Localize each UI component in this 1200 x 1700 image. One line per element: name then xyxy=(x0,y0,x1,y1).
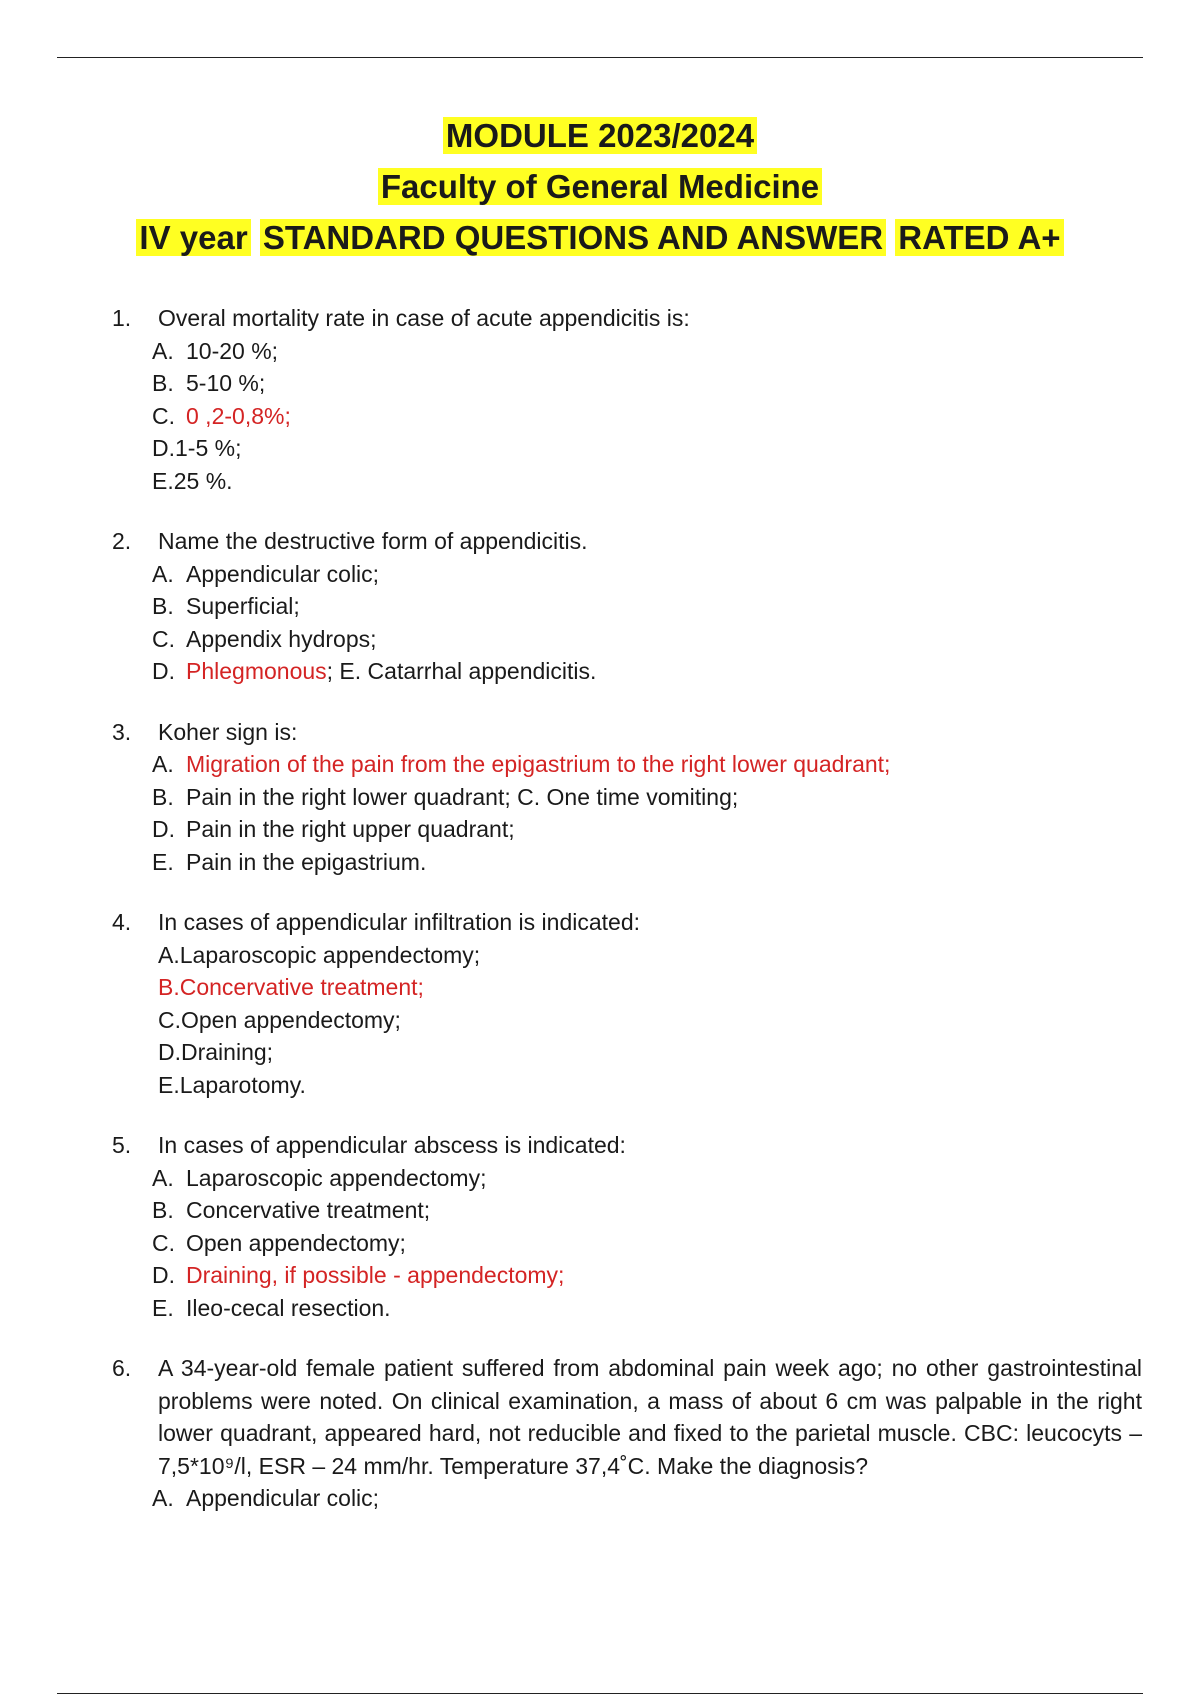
option-a xyxy=(152,1162,1142,1195)
standard-questions-label: STANDARD QUESTIONS AND ANSWER xyxy=(260,219,886,256)
header-line-3 xyxy=(0,212,1200,263)
option-text: A.Laparoscopic appendectomy; xyxy=(158,941,481,968)
option-letter: C. xyxy=(152,625,175,652)
year-label: IV year xyxy=(136,219,250,256)
option-e-inline-text: ; E. Catarrhal appendicitis. xyxy=(326,658,597,684)
answer-options xyxy=(152,748,1142,878)
correct-answer-text: 0 ,2-0,8%; xyxy=(186,402,291,429)
option-a xyxy=(152,558,1142,591)
option-a-correct xyxy=(152,748,1142,781)
question-number: 5. xyxy=(112,1132,132,1158)
option-text: 10-20 %; xyxy=(186,337,279,364)
option-b xyxy=(152,590,1142,623)
header-line-2 xyxy=(0,161,1200,212)
option-letter: E. xyxy=(152,1294,174,1321)
option-letter: B. xyxy=(152,783,174,810)
bottom-rule xyxy=(57,1693,1143,1694)
question-2 xyxy=(112,525,1142,688)
question-text: Overal mortality rate in case of acute appendicitis is: xyxy=(158,305,690,331)
option-text: Laparoscopic appendectomy; xyxy=(186,1164,487,1191)
option-letter: A. xyxy=(152,560,174,587)
answer-options xyxy=(152,1162,1142,1325)
answer-options xyxy=(152,335,1142,498)
correct-answer-text: B.Concervative treatment; xyxy=(158,974,424,1000)
answer-options xyxy=(158,939,1142,1102)
option-c xyxy=(152,623,1142,656)
option-text: Pain in the right upper quadrant; xyxy=(186,816,515,842)
question-list xyxy=(112,302,1142,1543)
option-text: 1-5 %; xyxy=(175,435,242,461)
answer-options xyxy=(152,558,1142,688)
correct-answer-text: Phlegmonous xyxy=(186,658,327,684)
question-4 xyxy=(112,906,1142,1101)
option-text: D.Draining; xyxy=(158,1039,274,1065)
option-b xyxy=(152,781,1142,814)
option-c xyxy=(152,1227,1142,1260)
question-text: Name the destructive form of appendicitis. xyxy=(158,528,588,554)
option-a xyxy=(158,939,1142,972)
option-e xyxy=(152,1292,1142,1325)
option-text: 5-10 %; xyxy=(186,370,266,396)
option-letter: A. xyxy=(152,751,174,777)
option-letter: A. xyxy=(152,337,174,364)
option-e xyxy=(152,846,1142,879)
rating-label: RATED A+ xyxy=(895,219,1063,256)
option-text: Ileo-cecal resection. xyxy=(186,1294,391,1321)
option-text: Appendicular colic; xyxy=(186,560,380,587)
option-letter: E. xyxy=(152,848,174,875)
header-line-1 xyxy=(0,110,1200,161)
faculty-title: Faculty of General Medicine xyxy=(378,168,822,205)
top-rule xyxy=(57,57,1143,58)
question-5 xyxy=(112,1129,1142,1324)
option-b xyxy=(152,1194,1142,1227)
option-d-correct xyxy=(152,1259,1142,1292)
option-letter: D. xyxy=(152,816,175,842)
option-d xyxy=(152,432,1142,465)
option-letter: B. xyxy=(152,370,174,396)
question-3 xyxy=(112,716,1142,879)
question-number: 4. xyxy=(112,909,132,935)
question-text: In cases of appendicular abscess is indicated: xyxy=(158,1132,626,1158)
option-b xyxy=(152,367,1142,400)
option-letter: A. xyxy=(152,1164,174,1191)
option-text: C.Open appendectomy; xyxy=(158,1006,401,1033)
option-d-correct xyxy=(152,655,1142,688)
module-title: MODULE 2023/2024 xyxy=(443,117,757,154)
option-letter: C. xyxy=(152,402,175,429)
option-letter: A. xyxy=(152,1485,174,1511)
option-c xyxy=(158,1004,1142,1037)
option-c-correct xyxy=(152,400,1142,433)
answer-options xyxy=(152,1482,1142,1515)
option-letter: B. xyxy=(152,1197,174,1223)
option-text: Superficial; xyxy=(186,593,300,619)
question-1 xyxy=(112,302,1142,497)
option-e xyxy=(152,465,1142,498)
option-text: Concervative treatment; xyxy=(186,1197,431,1223)
option-a xyxy=(152,335,1142,368)
option-text: E.Laparotomy. xyxy=(158,1071,306,1098)
question-number: 3. xyxy=(112,718,132,745)
option-letter: C. xyxy=(152,1229,175,1256)
option-e xyxy=(158,1069,1142,1102)
correct-answer-text: Draining, if possible - appendectomy; xyxy=(186,1262,565,1288)
question-6 xyxy=(112,1352,1142,1515)
option-text: Pain in the epigastrium. xyxy=(186,848,427,875)
option-letter: D. xyxy=(152,1262,175,1288)
option-a xyxy=(152,1482,1142,1515)
question-number: 6. xyxy=(112,1355,132,1381)
option-text: Appendix hydrops; xyxy=(186,625,377,652)
option-letter: B. xyxy=(152,593,174,619)
option-d xyxy=(152,813,1142,846)
option-d xyxy=(158,1036,1142,1069)
option-b-correct xyxy=(158,971,1142,1004)
option-text: Pain in the right lower quadrant; C. One time vomiting; xyxy=(186,783,739,810)
question-text: Koher sign is: xyxy=(158,718,298,745)
option-text: 25 %. xyxy=(173,467,233,494)
question-number: 1. xyxy=(112,305,132,331)
option-letter: E. xyxy=(152,467,174,494)
question-number: 2. xyxy=(112,528,132,554)
option-text: Open appendectomy; xyxy=(186,1229,406,1256)
correct-answer-text: Migration of the pain from the epigastrium to the right lower quadrant; xyxy=(186,751,891,777)
option-letter: D. xyxy=(152,435,175,461)
option-letter: D. xyxy=(152,658,175,684)
option-text: Appendicular colic; xyxy=(186,1485,380,1511)
question-text: In cases of appendicular infiltration is indicated: xyxy=(158,909,641,935)
document-header xyxy=(0,110,1200,263)
question-text: A 34-year-old female patient suffered from abdominal pain week ago; no other gastrointestinal problems were noted. On clinical examination, a mass of about 6 cm was palpable in the right lower quadrant, appeared hard, not reducible and fixed to the parietal muscle. CBC: leucocyts – 7,5*10⁹/l, ESR – 24 mm/hr. Temperature 37,4˚C. Make the diagnosis? xyxy=(158,1355,1142,1479)
